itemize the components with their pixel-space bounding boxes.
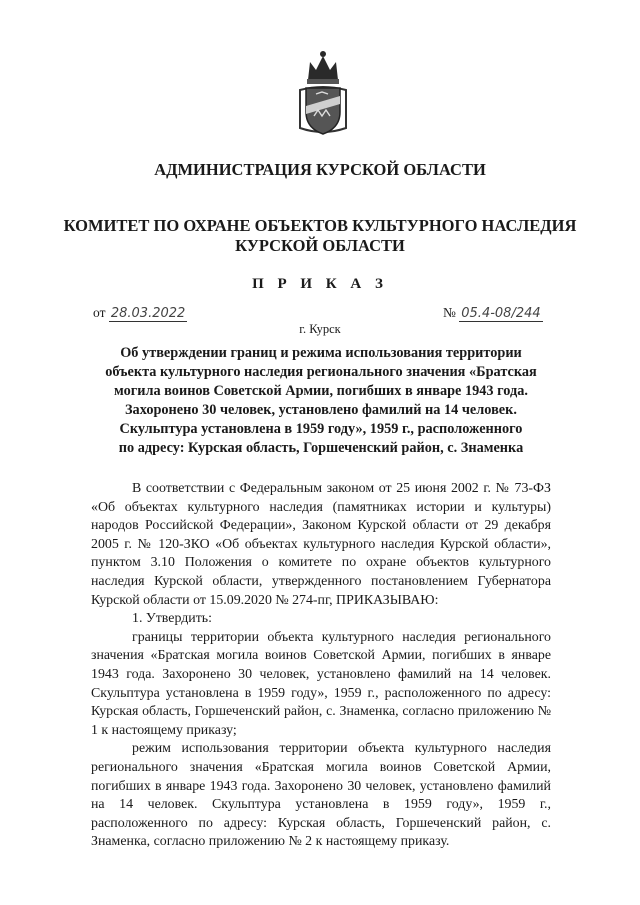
order-date [93, 305, 187, 321]
coat-of-arms-emblem [296, 50, 350, 138]
number-prefix: № [443, 305, 456, 320]
document-type: П Р И К А З [252, 276, 388, 292]
order-number [443, 305, 543, 321]
date-value: 28.03.2022 [110, 306, 186, 321]
order-body [91, 480, 551, 852]
number-value: 05.4-08/244 [461, 306, 541, 321]
committee-name-line-2: КУРСКОЙ ОБЛАСТИ [235, 236, 405, 255]
title-line: могила воинов Советской Армии, погибших в январе 1943 года. [114, 383, 528, 399]
committee-name-line-1: КОМИТЕТ ПО ОХРАНЕ ОБЪЕКТОВ КУЛЬТУРНОГО НАСЛЕДИЯ [63, 216, 577, 235]
title-line: Об утверждении границ и режима использования территории [120, 345, 522, 361]
city: г. Курск [299, 322, 341, 336]
title-line: Захоронено 30 человек, установлено фамилий на 14 человек. [125, 402, 517, 418]
date-prefix: от [93, 305, 106, 320]
paragraph-usage-regime: режим использования территории объекта культурного наследия регионального значения «Братская могила воинов Советской Армии, погибших в январе 1943 года. Захоронено 30 человек, установлено фамилий на 14 человек. Скульптура установлена в 1959 году», 1959 г., расположенного по адресу: Курская область, Горшеченский район, с. Знаменка, согласно приложению № 2 к настоящему приказу. [91, 741, 551, 850]
title-line: Скульптура установлена в 1959 году», 1959 г., расположенного [119, 421, 523, 437]
paragraph-legal-basis: В соответствии с Федеральным законом от 25 июня 2002 г. № 73-ФЗ «Об объектах культурного наследия (памятниках истории и культуры) народов Российской Федерации», Законом Курской области от 29 декабря 2005 г. № 120-ЗКО «Об объектах культурного наследия Курской области», пунктом 3.10 Положения о комитете по охране объектов культурного наследия Курской области, утвержденного постановлением Губернатора Курской области от 15.09.2020 № 274-пг, ПРИКАЗЫВАЮ: [91, 481, 551, 608]
administration-name: АДМИНИСТРАЦИЯ КУРСКОЙ ОБЛАСТИ [154, 160, 486, 179]
paragraph-approve: 1. Утвердить: [132, 611, 212, 627]
title-line: по адресу: Курская область, Горшеченский район, с. Знаменка [118, 440, 524, 456]
title-line: объекта культурного наследия регионального значения «Братская [105, 364, 537, 380]
order-title [100, 344, 542, 458]
paragraph-boundaries: границы территории объекта культурного наследия регионального значения «Братская могила воинов Советской Армии, погибших в январе 1943 года. Захоронено 30 человек, установлено фамилий на 14 человек. Скульптура установлена в 1959 году», 1959 г., расположенного по адресу: Курская область, Горшеченский район, с. Знаменка, согласно приложению № 1 к настоящему приказу; [91, 629, 551, 738]
committee-name [0, 216, 640, 256]
